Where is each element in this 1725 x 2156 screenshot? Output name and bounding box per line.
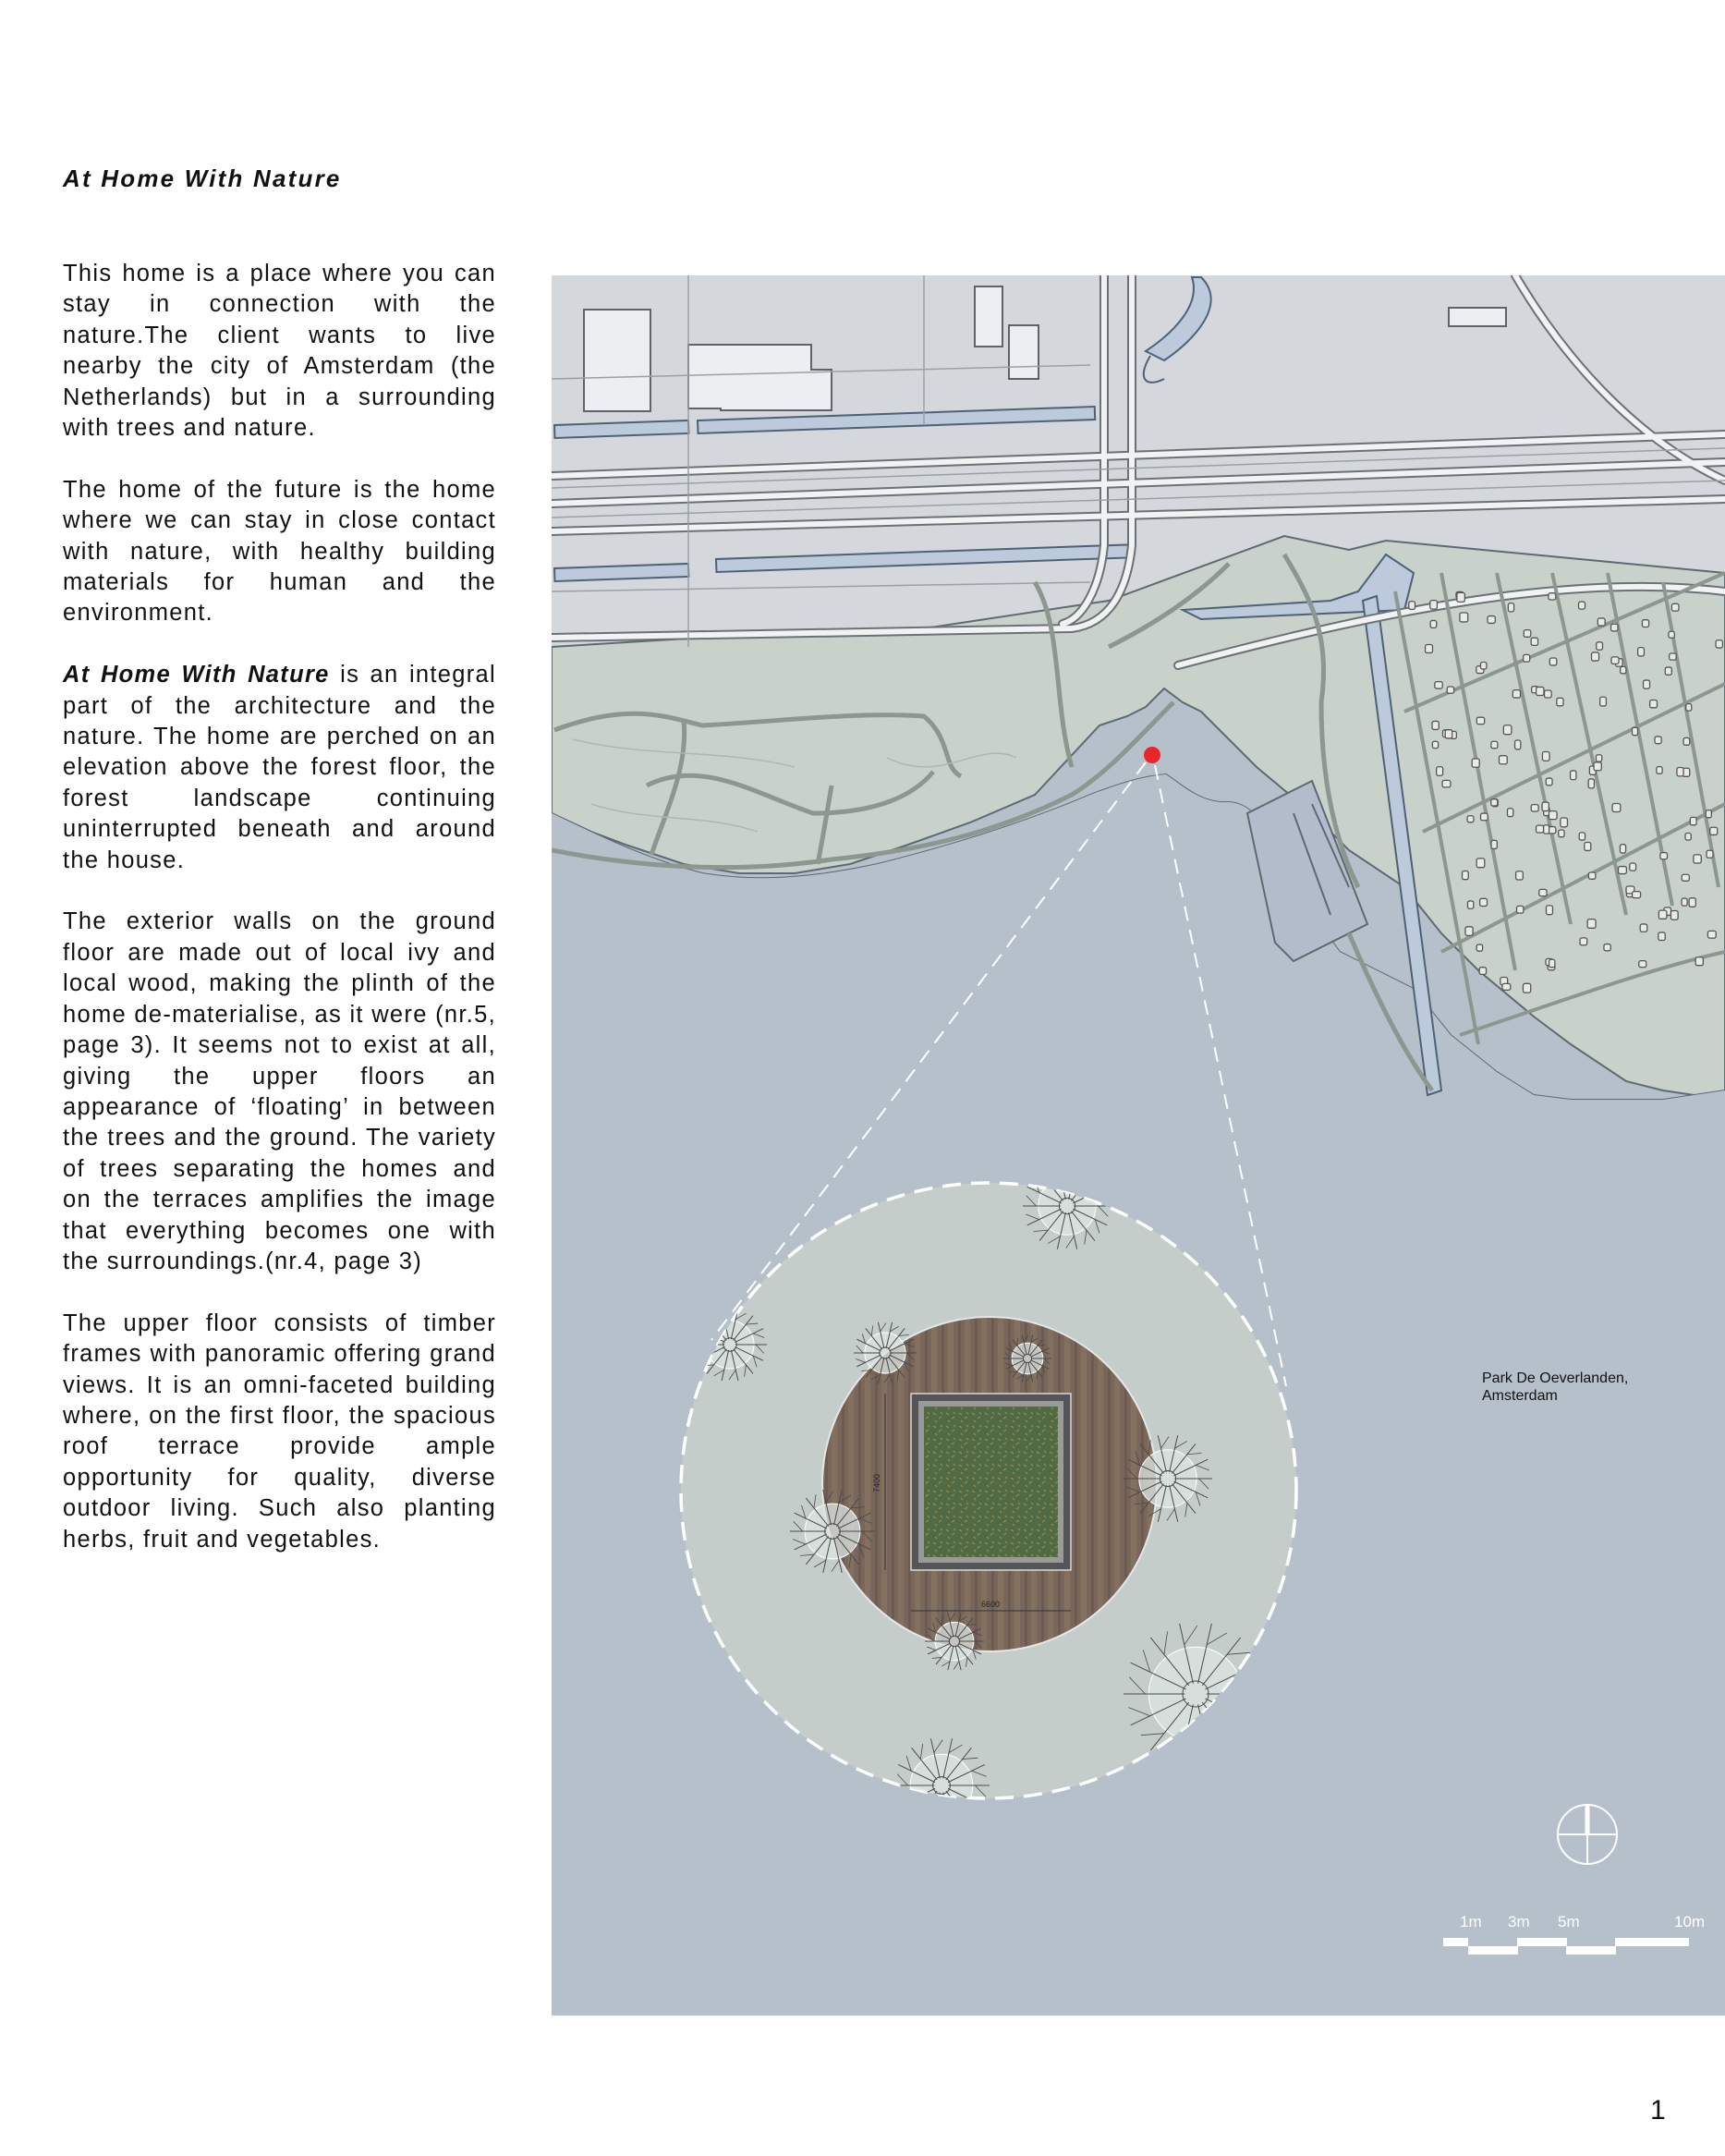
house bbox=[1542, 802, 1549, 811]
paragraph-3: At Home With Nature is an integral part of the architecture and the nature. The home are perched on an elevation above the forest floor, the forest landscape continuing uninterrupted beneath and around the house. bbox=[63, 662, 496, 873]
house bbox=[1670, 910, 1678, 920]
house bbox=[1638, 648, 1645, 656]
house bbox=[1442, 780, 1451, 787]
house bbox=[1585, 843, 1591, 851]
house bbox=[1561, 818, 1568, 827]
house bbox=[1430, 601, 1438, 609]
house bbox=[1481, 813, 1488, 821]
house bbox=[1457, 592, 1465, 602]
house bbox=[1491, 799, 1498, 806]
house bbox=[1633, 892, 1641, 898]
house bbox=[1546, 778, 1552, 786]
house bbox=[1460, 613, 1468, 622]
house bbox=[1682, 898, 1687, 906]
dimension-width: 6600 bbox=[980, 1600, 1001, 1609]
house bbox=[1706, 810, 1711, 818]
house bbox=[1669, 631, 1674, 638]
house bbox=[1491, 741, 1498, 748]
house bbox=[1660, 853, 1668, 859]
house bbox=[1611, 657, 1619, 664]
house bbox=[1549, 959, 1555, 967]
house bbox=[1588, 872, 1595, 879]
house bbox=[1655, 737, 1661, 744]
paragraph-3-lead: At Home With Nature bbox=[63, 662, 330, 688]
document-title: At Home With Nature bbox=[63, 164, 342, 192]
house bbox=[1579, 602, 1585, 609]
paragraph-2: The home of the future is the home where we can stay in close contact with nature, with healthy building materials for human and the environment. bbox=[63, 476, 496, 627]
house bbox=[1480, 898, 1488, 906]
house bbox=[1546, 906, 1552, 915]
house bbox=[1508, 603, 1513, 612]
house bbox=[1619, 867, 1627, 874]
house bbox=[1597, 642, 1603, 650]
house bbox=[1670, 653, 1676, 660]
scale-segment-1 bbox=[1443, 1938, 1468, 1946]
house bbox=[1524, 630, 1531, 638]
house bbox=[1502, 983, 1511, 990]
house bbox=[1500, 756, 1508, 764]
scale-segment-3 bbox=[1517, 1938, 1567, 1946]
house bbox=[1639, 961, 1646, 968]
house bbox=[1665, 667, 1671, 675]
house bbox=[1507, 809, 1512, 817]
paragraph-5: The upper floor consists of timber frames with panoramic offering grand views. It is an omni-faceted building where, on the first floor, the spacious roof terrace provide ample opportunity for quality, diverse outdoor living. Such also planting herbs, fruit and vegetables. bbox=[63, 1309, 496, 1553]
house bbox=[1604, 944, 1610, 951]
house bbox=[1611, 624, 1618, 631]
house bbox=[1480, 663, 1486, 670]
dimension-height: 7400 bbox=[872, 1473, 881, 1493]
house bbox=[1426, 644, 1433, 652]
house bbox=[1523, 983, 1530, 993]
paragraph-4: The exterior walls on the ground floor are made out of local ivy and local wood, making the plinth of the home de-materialise, as it were (nr.5, page 3). It seems not to exist at all, giving the upper floors an appearance of ‘floating’ in between the trees and the ground. The variety of trees separating the homes and on the terraces amplifies the image that everything becomes one with the surroundings.(nr.4, page 3) bbox=[63, 908, 496, 1274]
house bbox=[1516, 871, 1524, 880]
house bbox=[1620, 845, 1625, 853]
house bbox=[1531, 638, 1537, 645]
house bbox=[1596, 755, 1601, 761]
house bbox=[1685, 833, 1691, 839]
house bbox=[1658, 910, 1667, 919]
house bbox=[1650, 700, 1658, 708]
house bbox=[1630, 863, 1636, 871]
house bbox=[1432, 741, 1438, 748]
page-number: 1 bbox=[1650, 2095, 1666, 2126]
green-roof bbox=[924, 1407, 1058, 1557]
house bbox=[1537, 687, 1544, 695]
house bbox=[1690, 817, 1696, 824]
house bbox=[1479, 968, 1486, 975]
scale-segment-5 bbox=[1615, 1938, 1689, 1946]
house bbox=[1503, 725, 1511, 735]
location-label: Park De Oeverlanden, Amsterdam bbox=[1482, 1370, 1629, 1404]
scale-segment-2 bbox=[1468, 1946, 1518, 1955]
site-marker[interactable] bbox=[1144, 747, 1160, 763]
house bbox=[1686, 704, 1692, 711]
house bbox=[1658, 932, 1665, 941]
house bbox=[1435, 682, 1442, 688]
house bbox=[1544, 825, 1549, 834]
scale-label-3m: 3m bbox=[1508, 1913, 1530, 1931]
house bbox=[1677, 768, 1683, 776]
house bbox=[1710, 827, 1718, 834]
house bbox=[1472, 759, 1479, 767]
house bbox=[1588, 779, 1594, 788]
house bbox=[1437, 767, 1443, 775]
house bbox=[1430, 620, 1437, 627]
house bbox=[1445, 730, 1452, 738]
paragraph-1: This home is a place where you can stay in connection with the nature.The client wants to live nearby the city of Amsterdam (the Netherlands) but in a surrounding with trees and nature. bbox=[63, 261, 496, 442]
house bbox=[1516, 906, 1523, 913]
house bbox=[1640, 924, 1647, 932]
scale-segment-4 bbox=[1566, 1946, 1616, 1955]
house bbox=[1695, 957, 1703, 966]
house bbox=[1707, 850, 1713, 858]
house bbox=[1689, 898, 1695, 907]
house bbox=[1716, 640, 1722, 648]
north-arrow-icon bbox=[1558, 1805, 1617, 1864]
scale-label-1m: 1m bbox=[1460, 1913, 1482, 1931]
house bbox=[1467, 901, 1473, 908]
house bbox=[1476, 944, 1483, 951]
house bbox=[1621, 666, 1626, 673]
house bbox=[1512, 690, 1520, 698]
house bbox=[1682, 874, 1689, 881]
house bbox=[1476, 717, 1484, 724]
house bbox=[1515, 740, 1521, 749]
house bbox=[1580, 938, 1587, 945]
house bbox=[1539, 889, 1547, 895]
house bbox=[1549, 811, 1557, 820]
house bbox=[1491, 840, 1497, 848]
scale-label-10m: 10m bbox=[1674, 1913, 1706, 1931]
house bbox=[1537, 825, 1544, 833]
house bbox=[1549, 593, 1556, 600]
house bbox=[1463, 871, 1469, 879]
house bbox=[1683, 737, 1690, 745]
house bbox=[1587, 920, 1596, 929]
house bbox=[1597, 618, 1605, 626]
house bbox=[1579, 833, 1585, 840]
house bbox=[1642, 620, 1648, 627]
body-text bbox=[63, 259, 496, 1586]
house bbox=[1447, 687, 1453, 693]
house bbox=[1592, 652, 1599, 661]
house bbox=[1644, 680, 1650, 688]
house bbox=[1524, 654, 1530, 662]
house bbox=[1594, 762, 1601, 771]
house bbox=[1467, 816, 1474, 822]
house bbox=[1600, 697, 1607, 706]
house bbox=[1694, 855, 1701, 863]
house bbox=[1465, 927, 1473, 936]
house bbox=[1432, 721, 1439, 729]
site-map bbox=[552, 275, 1725, 2016]
house bbox=[1409, 602, 1415, 610]
house bbox=[1571, 771, 1576, 780]
house bbox=[1545, 690, 1552, 698]
house bbox=[1612, 803, 1621, 811]
house bbox=[1707, 931, 1716, 938]
house bbox=[1476, 859, 1485, 868]
house bbox=[1557, 698, 1563, 706]
house bbox=[1559, 830, 1564, 837]
house bbox=[1488, 616, 1495, 624]
house bbox=[1549, 658, 1556, 665]
house bbox=[1657, 767, 1662, 774]
house bbox=[1531, 805, 1538, 811]
house bbox=[1542, 752, 1549, 761]
scale-label-5m: 5m bbox=[1558, 1913, 1580, 1931]
house bbox=[1671, 603, 1679, 611]
house bbox=[1632, 727, 1637, 735]
